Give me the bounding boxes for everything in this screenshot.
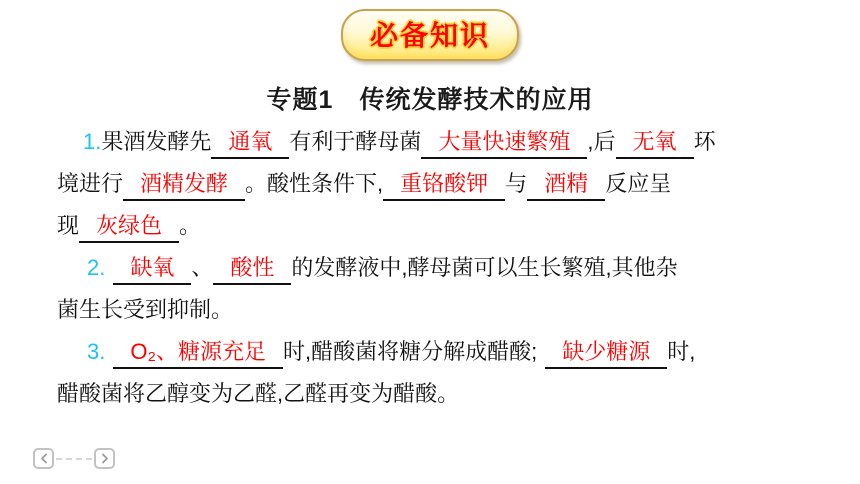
text-line [57,373,810,415]
text-segment: 时, [667,339,696,364]
text-segment: 有利于酵母菌 [289,129,422,154]
chevron-right-icon [101,453,109,464]
text-segment: 的发酵液中,酵母菌可以生长繁殖,其他杂 [291,255,678,280]
item-number: 2. [87,255,106,280]
text-segment: 。 [179,213,202,238]
text-segment: ,后 [587,129,616,154]
blank-answer: 通氧 [211,129,289,159]
item-number: 1. [83,129,102,154]
blank-answer: 灰绿色 [79,213,179,243]
prev-slide-button[interactable] [33,448,54,469]
text-segment: 时,醋酸菌将糖分解成醋酸; [283,339,538,364]
blank-answer: 酒精 [527,171,605,201]
blank-answer: 缺氧 [113,255,191,285]
slide-nav [33,448,115,469]
text-segment: 环 [693,129,716,154]
blank-answer: 酒精发酵 [123,171,245,201]
text-segment: 境进行 [57,171,124,196]
blank-answer: 大量快速繁殖 [421,129,587,159]
next-slide-button[interactable] [94,448,115,469]
text-segment: 醋酸菌将乙醇变为乙醛,乙醛再变为醋酸。 [57,381,460,406]
badge-label: 必备知识 [369,20,491,51]
blank-answer: O₂、糖源充足 [113,339,283,369]
item-number: 3. [87,339,106,364]
text-line [57,289,810,331]
text-segment: 与 [505,171,528,196]
blank-answer: 酸性 [213,255,291,285]
text-line [57,205,810,247]
text-line [57,163,810,205]
text-line [57,331,810,373]
text-segment: 、 [191,255,214,280]
blank-answer: 无氧 [616,129,694,159]
title-badge [341,9,519,61]
text-line [57,247,810,289]
text-segment: 反应呈 [605,171,672,196]
blank-answer: 缺少糖源 [545,339,667,369]
chevron-left-icon [40,453,48,464]
blank-answer: 重铬酸钾 [383,171,505,201]
text-line [57,121,810,163]
text-segment: 果酒发酵先 [101,129,212,154]
text-segment: 菌生长受到抑制。 [57,297,234,322]
text-segment: 。酸性条件下, [245,171,384,196]
content-lines [57,121,810,415]
nav-dashes-divider [56,458,92,460]
page-title: 专题1 传统发酵技术的应用 [266,86,594,114]
text-segment: 现 [57,213,80,238]
